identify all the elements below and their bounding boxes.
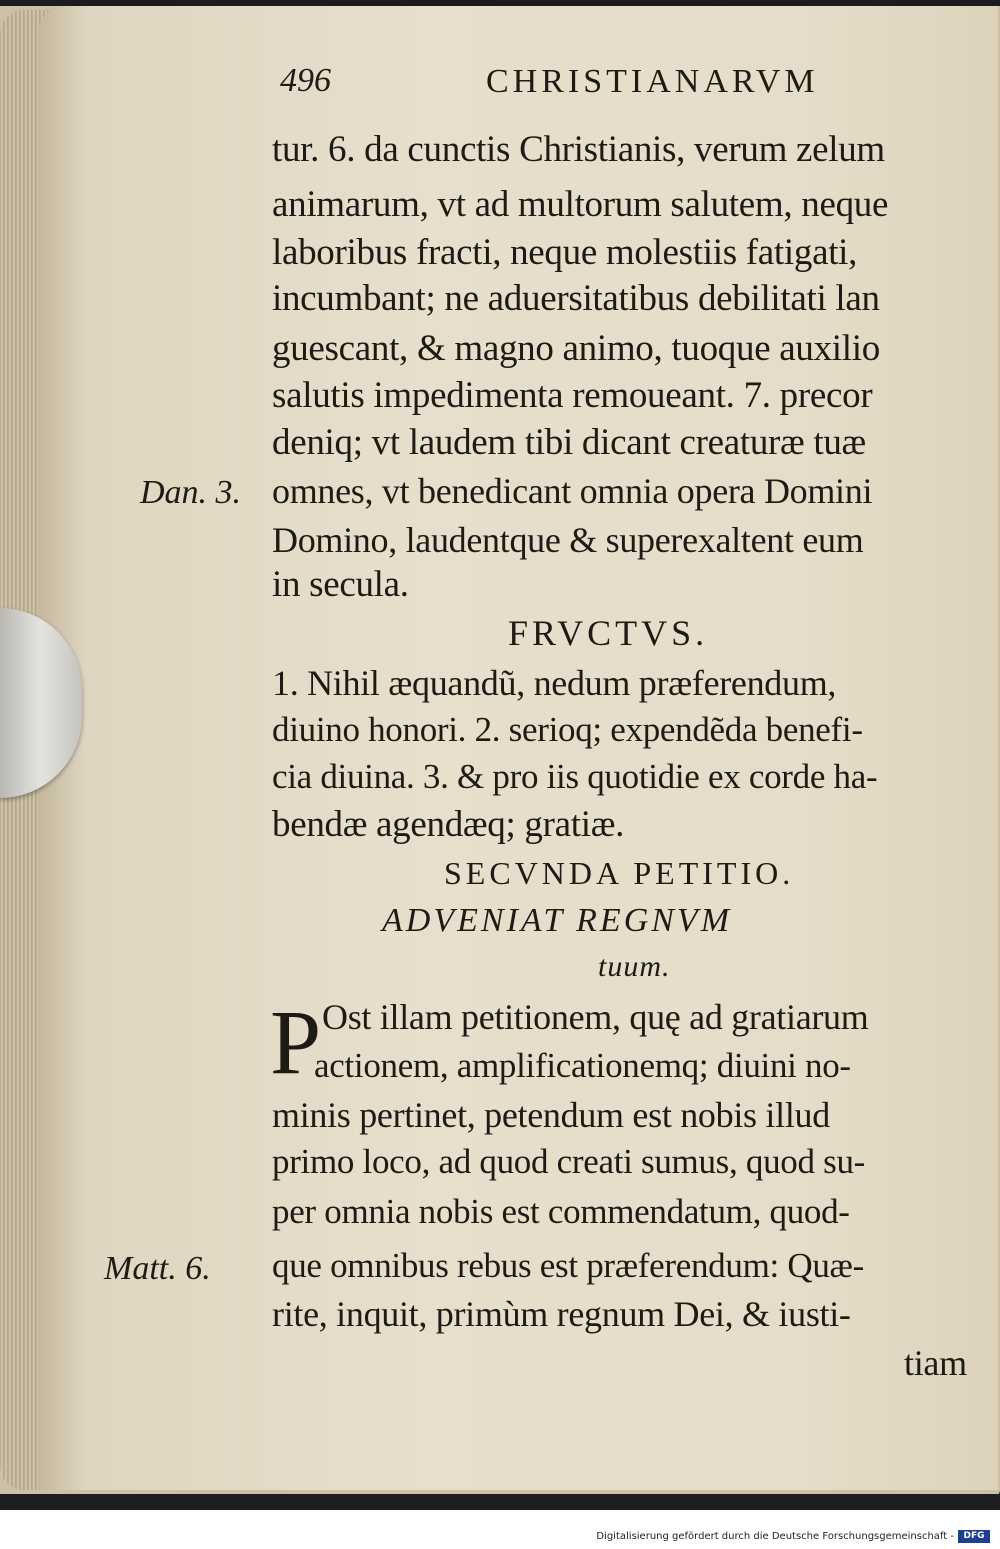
petitio-title: ADVENIAT REGNVM bbox=[382, 902, 733, 939]
funding-credit: Digitalisierung gefördert durch die Deutsche Forschungsgemeinschaft - bbox=[596, 1531, 954, 1542]
page-number: 496 bbox=[280, 62, 331, 99]
body-line: omnes, vt benedicant omnia opera Domini bbox=[272, 471, 873, 511]
petitio-title-end: tuum. bbox=[598, 950, 671, 983]
initial-letter: P bbox=[270, 991, 322, 1093]
margin-note-matt: Matt. 6. bbox=[104, 1250, 211, 1287]
fructus-line: 1. Nihil æquandũ, nedum præferendum, bbox=[272, 663, 837, 703]
footer-strip bbox=[0, 1510, 1000, 1549]
fructus-line: bendæ agendæq; gratiæ. bbox=[272, 804, 625, 845]
scan-bottom-edge bbox=[0, 1494, 1000, 1510]
petitio-line: rite, inquit, primùm regnum Dei, & iusti- bbox=[272, 1294, 851, 1334]
dfg-logo: DFG bbox=[958, 1530, 990, 1543]
petitio-heading: SECVNDA PETITIO. bbox=[444, 855, 795, 891]
fructus-line: cia diuina. 3. & pro iis quotidie ex corde ha- bbox=[272, 757, 878, 796]
body-line: laboribus fracti, neque molestiis fatigati, bbox=[272, 232, 858, 273]
petitio-line: Ost illam petitionem, quę ad gratiarum bbox=[322, 997, 869, 1037]
running-head: CHRISTIANARVM bbox=[486, 63, 819, 100]
catchword: tiam bbox=[904, 1343, 967, 1383]
body-line: incumbant; ne aduersitatibus debilitati lan bbox=[272, 278, 880, 319]
petitio-line: actionem, amplificationemq; diuini no- bbox=[314, 1046, 851, 1085]
petitio-line: que omnibus rebus est præferendum: Quæ- bbox=[272, 1246, 864, 1285]
body-line: tur. 6. da cunctis Christianis, verum zelum bbox=[272, 129, 885, 170]
body-line: salutis impedimenta remoueant. 7. precor bbox=[272, 375, 873, 416]
body-line: Domino, laudentque & superexaltent eum bbox=[272, 520, 864, 560]
petitio-line: per omnia nobis est commendatum, quod- bbox=[272, 1192, 850, 1231]
petitio-line: primo loco, ad quod creati sumus, quod su- bbox=[272, 1142, 865, 1181]
fructus-heading: FRVCTVS. bbox=[508, 613, 709, 653]
body-line: in secula. bbox=[272, 564, 409, 605]
body-line: animarum, vt ad multorum salutem, neque bbox=[272, 184, 889, 225]
body-line: guescant, & magno animo, tuoque auxilio bbox=[272, 328, 880, 369]
body-line: deniq; vt laudem tibi dicant creaturæ tuæ bbox=[272, 422, 866, 463]
fructus-line: diuino honori. 2. serioq; expendẽda benefi- bbox=[272, 710, 863, 749]
petitio-line: minis pertinet, petendum est nobis illud bbox=[272, 1095, 830, 1135]
margin-note-dan: Dan. 3. bbox=[140, 474, 242, 511]
